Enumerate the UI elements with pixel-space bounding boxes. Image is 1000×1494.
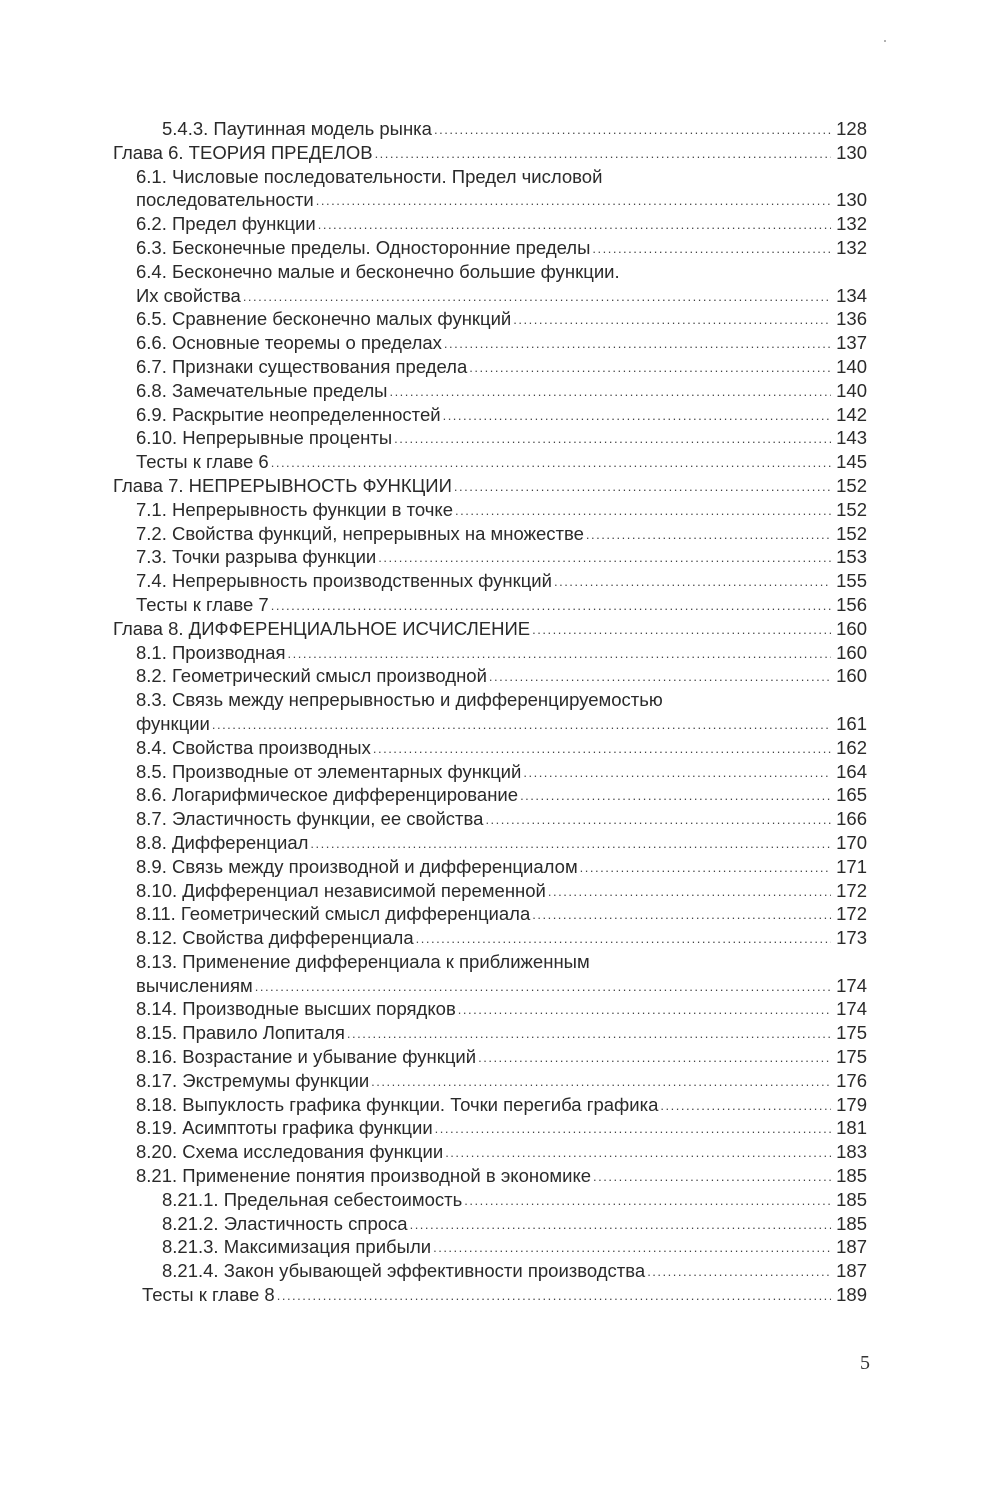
toc-page-number: 175 xyxy=(836,1046,867,1068)
toc-entry-line xyxy=(136,974,867,998)
toc-entry xyxy=(0,1116,1000,1140)
toc-entry xyxy=(0,736,1000,760)
toc-dot-leader xyxy=(435,1117,831,1141)
toc-entry-title: 8.10. Дифференциал независимой переменной xyxy=(136,879,546,901)
toc-page-number: 130 xyxy=(836,141,867,163)
toc-entry-title: 6.10. Непрерывные проценты xyxy=(136,427,393,449)
toc-page-number: 160 xyxy=(836,617,867,639)
toc-entry xyxy=(0,1140,1000,1164)
toc-entry-line xyxy=(136,307,867,331)
toc-entry xyxy=(0,1045,1000,1069)
toc-page-number: 174 xyxy=(836,974,867,996)
toc-entry xyxy=(0,212,1000,236)
toc-entry-line xyxy=(136,855,867,879)
toc-entry xyxy=(0,355,1000,379)
toc-entry-title: 6.8. Замечательные пределы xyxy=(136,379,388,401)
toc-dot-leader xyxy=(445,1141,831,1165)
toc-entry-line xyxy=(136,212,867,236)
toc-entry-title: 7.1. Непрерывность функции в точке xyxy=(136,498,453,520)
toc-dot-leader xyxy=(593,1165,831,1189)
toc-entry xyxy=(0,284,1000,308)
toc-entry xyxy=(0,117,1000,141)
toc-dot-leader xyxy=(212,713,831,737)
toc-entry xyxy=(0,379,1000,403)
toc-entry-line xyxy=(113,474,867,498)
toc-dot-leader xyxy=(513,308,831,332)
toc-page-number: 130 xyxy=(836,189,867,211)
toc-dot-leader xyxy=(318,213,831,237)
toc-entry-line xyxy=(113,617,867,641)
toc-dot-leader xyxy=(532,618,831,642)
toc-entry-line xyxy=(136,545,867,569)
toc-dot-leader xyxy=(389,380,831,404)
toc-entry xyxy=(0,1021,1000,1045)
toc-page-number: 128 xyxy=(836,118,867,139)
toc-dot-leader xyxy=(586,523,831,547)
toc-dot-leader xyxy=(433,1236,831,1260)
toc-entry-line xyxy=(136,450,867,474)
toc-entry-title: Глава 7. НЕПРЕРЫВНОСТЬ ФУНКЦИИ xyxy=(113,474,452,496)
toc-entry xyxy=(0,331,1000,355)
toc-entry xyxy=(0,450,1000,474)
toc-dot-leader xyxy=(444,332,831,356)
toc-entry-line xyxy=(136,260,867,284)
toc-dot-leader xyxy=(271,451,831,475)
toc-page-number: 181 xyxy=(836,1117,867,1139)
toc-entry-title: 8.11. Геометрический смысл дифференциала xyxy=(136,903,531,925)
toc-page-number: 156 xyxy=(836,593,867,615)
toc-dot-leader xyxy=(271,594,831,618)
toc-entry xyxy=(0,426,1000,450)
toc-dot-leader xyxy=(375,142,831,166)
toc-page-number: 140 xyxy=(836,379,867,401)
toc-dot-leader xyxy=(489,665,831,689)
toc-page-number: 132 xyxy=(836,236,867,258)
toc-entry xyxy=(0,1283,1000,1307)
toc-entry-line xyxy=(136,188,867,212)
toc-dot-leader xyxy=(347,1022,831,1046)
toc-dot-leader xyxy=(371,1070,831,1094)
toc-entry xyxy=(0,760,1000,784)
toc-entry-title: 8.7. Эластичность функции, ее свойства xyxy=(136,808,484,830)
toc-page-number: 134 xyxy=(836,284,867,306)
toc-entry xyxy=(0,307,1000,331)
toc-page-number: 172 xyxy=(836,879,867,901)
toc-entry-line xyxy=(162,117,867,141)
toc-dot-leader xyxy=(455,499,831,523)
toc-entry-line xyxy=(136,522,867,546)
toc-dot-leader xyxy=(647,1260,831,1284)
toc-entry-line xyxy=(136,902,867,926)
toc-dot-leader xyxy=(548,880,831,904)
toc-dot-leader xyxy=(454,475,831,499)
toc-entry-line xyxy=(136,760,867,784)
toc-dot-leader xyxy=(255,975,831,999)
toc-entry-title: 8.18. Выпуклость графика функции. Точки перегиба графика xyxy=(136,1093,659,1115)
toc-dot-leader xyxy=(443,404,831,428)
toc-entry-title: Глава 8. ДИФФЕРЕНЦИАЛЬНОЕ ИСЧИСЛЕНИЕ xyxy=(113,617,531,639)
toc-entry-line xyxy=(136,641,867,665)
toc-entry-line xyxy=(136,1140,867,1164)
toc-entry-line xyxy=(136,950,867,974)
toc-entry-title: 8.5. Производные от элементарных функций xyxy=(136,760,522,782)
toc-entry xyxy=(0,188,1000,212)
toc-entry xyxy=(0,950,1000,974)
toc-entry-line xyxy=(136,736,867,760)
toc-entry-title: 6.4. Бесконечно малые и бесконечно большие функции. xyxy=(136,260,620,282)
toc-entry-title: Глава 6. ТЕОРИЯ ПРЕДЕЛОВ xyxy=(113,141,373,163)
toc-entry-line xyxy=(136,236,867,260)
toc-dot-leader xyxy=(277,1284,831,1308)
toc-page-number: 171 xyxy=(836,855,867,877)
toc-entry-line xyxy=(136,879,867,903)
toc-dot-leader xyxy=(373,737,831,761)
toc-entry xyxy=(0,664,1000,688)
toc-entry xyxy=(0,593,1000,617)
toc-entry-line xyxy=(136,569,867,593)
toc-entry xyxy=(0,879,1000,903)
toc-page-number: 170 xyxy=(836,831,867,853)
toc-entry-line xyxy=(162,1212,867,1236)
toc-entry-title: 8.13. Применение дифференциала к приближенным xyxy=(136,950,590,972)
scan-speck xyxy=(884,40,886,42)
toc-entry-title: 8.21.1. Предельная себестоимость xyxy=(162,1188,463,1210)
toc-page-number: 143 xyxy=(836,427,867,449)
toc-page-number: 189 xyxy=(836,1284,867,1306)
toc-dot-leader xyxy=(580,856,831,880)
toc-entry xyxy=(0,522,1000,546)
toc-dot-leader xyxy=(523,761,831,785)
toc-page-number: 185 xyxy=(836,1212,867,1234)
toc-entry-title: 8.19. Асимптоты графика функции xyxy=(136,1117,433,1139)
toc-entry-title: 8.21.2. Эластичность спроса xyxy=(162,1212,408,1234)
toc-entry-title: 7.2. Свойства функций, непрерывных на множестве xyxy=(136,522,584,544)
toc-page-number: 176 xyxy=(836,1069,867,1091)
toc-entry-line xyxy=(136,498,867,522)
toc-entry xyxy=(0,1093,1000,1117)
toc-entry-line xyxy=(136,593,867,617)
toc-entry xyxy=(0,569,1000,593)
toc-entry-title: 8.2. Геометрический смысл производной xyxy=(136,665,487,687)
toc-entry-title: 8.9. Связь между производной и дифференциалом xyxy=(136,855,578,877)
toc-entry-title: 6.9. Раскрытие неопределенностей xyxy=(136,403,441,425)
toc-entry-title: последовательности xyxy=(136,189,314,211)
toc-entry-title: Тесты к главе 6 xyxy=(136,451,269,473)
toc-dot-leader xyxy=(434,118,831,142)
toc-entry-line xyxy=(136,926,867,950)
toc-entry-title: 8.6. Логарифмическое дифференцирование xyxy=(136,784,519,806)
toc-entry-line xyxy=(136,426,867,450)
toc-page-number: 153 xyxy=(836,546,867,568)
toc-entry-title: 8.15. Правило Лопиталя xyxy=(136,1022,345,1044)
toc-entry-title: 8.17. Экстремумы функции xyxy=(136,1069,370,1091)
toc-dot-leader xyxy=(592,237,831,261)
toc-entry-line xyxy=(136,1164,867,1188)
toc-entry xyxy=(0,712,1000,736)
toc-dot-leader xyxy=(316,189,831,213)
toc-entry-line xyxy=(136,997,867,1021)
toc-entry-line xyxy=(136,664,867,688)
toc-entry xyxy=(0,1212,1000,1236)
toc-page-number: 185 xyxy=(836,1188,867,1210)
toc-entry xyxy=(0,997,1000,1021)
toc-chapter-entry xyxy=(0,141,1000,165)
toc-page-number: 166 xyxy=(836,808,867,830)
toc-entry-line xyxy=(113,141,867,165)
toc-entry xyxy=(0,1259,1000,1283)
toc-entry-title: 8.8. Дифференциал xyxy=(136,831,309,853)
toc-page-number: 165 xyxy=(836,784,867,806)
toc-entry-title: 8.14. Производные высших порядков xyxy=(136,998,456,1020)
toc-dot-leader xyxy=(485,808,831,832)
toc-dot-leader xyxy=(554,570,831,594)
toc-page-number: 155 xyxy=(836,570,867,592)
toc-page-number: 132 xyxy=(836,213,867,235)
toc-entry xyxy=(0,236,1000,260)
toc-entry-title: Тесты к главе 7 xyxy=(136,593,269,615)
toc-dot-leader xyxy=(288,642,831,666)
toc-entry-title: 8.3. Связь между непрерывностью и дифференцируемостью xyxy=(136,689,663,711)
toc-entry-line xyxy=(136,712,867,736)
toc-entry-line xyxy=(136,403,867,427)
toc-page-number: 152 xyxy=(836,498,867,520)
toc-entry-title: 8.1. Производная xyxy=(136,641,286,663)
toc-entry-title: 8.16. Возрастание и убывание функций xyxy=(136,1046,477,1068)
toc-entry xyxy=(0,1188,1000,1212)
toc-dot-leader xyxy=(660,1094,831,1118)
toc-entry-line xyxy=(136,165,867,189)
toc-dot-leader xyxy=(310,832,831,856)
toc-page-number: 164 xyxy=(836,760,867,782)
toc-entry xyxy=(0,783,1000,807)
toc-dot-leader xyxy=(532,903,831,927)
toc-dot-leader xyxy=(478,1046,831,1070)
toc-dot-leader xyxy=(378,546,831,570)
toc-page-number: 162 xyxy=(836,736,867,758)
toc-entry-title: 8.21. Применение понятия производной в экономике xyxy=(136,1165,592,1187)
toc-entry-line xyxy=(142,1283,867,1307)
toc-entry xyxy=(0,545,1000,569)
toc-entry-title: Их свойства xyxy=(136,284,241,306)
toc-page-number: 145 xyxy=(836,451,867,473)
toc-entry-line xyxy=(136,355,867,379)
toc-entry-line xyxy=(162,1188,867,1212)
toc-entry xyxy=(0,1164,1000,1188)
toc-page-number: 173 xyxy=(836,927,867,949)
toc-entry xyxy=(0,498,1000,522)
toc-entry-line xyxy=(162,1235,867,1259)
toc-dot-leader xyxy=(458,998,831,1022)
toc-dot-leader xyxy=(469,356,831,380)
toc-entry-line xyxy=(162,1259,867,1283)
page-number: 5 xyxy=(860,1352,870,1374)
toc-entry xyxy=(0,831,1000,855)
toc-entry-title: 6.3. Бесконечные пределы. Односторонние пределы xyxy=(136,236,591,258)
toc-page-number: 187 xyxy=(836,1236,867,1258)
toc-entry-title: 8.4. Свойства производных xyxy=(136,736,371,758)
toc-entry-title: 7.4. Непрерывность производственных функций xyxy=(136,570,552,592)
toc-entry-line xyxy=(136,807,867,831)
toc-dot-leader xyxy=(243,285,831,309)
toc-entry xyxy=(0,1235,1000,1259)
toc-entry-title: функции xyxy=(136,712,210,734)
toc-entry-title: вычислениям xyxy=(136,974,253,996)
toc-entry xyxy=(0,902,1000,926)
toc-page-number: 136 xyxy=(836,308,867,330)
toc-entry-line xyxy=(136,1116,867,1140)
toc-page-number: 172 xyxy=(836,903,867,925)
toc-entry-title: Тесты к главе 8 xyxy=(142,1284,275,1306)
toc-entry-title: 6.2. Предел функции xyxy=(136,213,316,235)
toc-entry xyxy=(0,926,1000,950)
toc-entry-title: 5.4.3. Паутинная модель рынка xyxy=(162,118,432,139)
toc-page-number: 152 xyxy=(836,474,867,496)
toc-entry-line xyxy=(136,1093,867,1117)
toc-entry xyxy=(0,974,1000,998)
toc-page-number: 152 xyxy=(836,522,867,544)
toc-chapter-entry xyxy=(0,474,1000,498)
toc-entry-line xyxy=(136,331,867,355)
toc-page-number: 187 xyxy=(836,1260,867,1282)
toc-page-number: 142 xyxy=(836,403,867,425)
toc-entry-line xyxy=(136,1045,867,1069)
toc-entry xyxy=(0,641,1000,665)
toc-page-number: 137 xyxy=(836,332,867,354)
toc-page-number: 161 xyxy=(836,712,867,734)
toc-entry-title: 6.1. Числовые последовательности. Предел числовой xyxy=(136,165,603,187)
toc-entry-line xyxy=(136,379,867,403)
toc-entry-title: 8.20. Схема исследования функции xyxy=(136,1141,444,1163)
toc-dot-leader xyxy=(394,427,831,451)
toc-page-number: 174 xyxy=(836,998,867,1020)
toc-dot-leader xyxy=(410,1213,831,1237)
toc-entry xyxy=(0,807,1000,831)
toc-entry xyxy=(0,403,1000,427)
toc-entry-line xyxy=(136,1069,867,1093)
toc-page-number: 179 xyxy=(836,1093,867,1115)
toc-chapter-entry xyxy=(0,617,1000,641)
toc-dot-leader xyxy=(416,927,831,951)
toc-entry xyxy=(0,1069,1000,1093)
toc-page-number: 140 xyxy=(836,355,867,377)
toc-entry-line xyxy=(136,1021,867,1045)
toc-entry-title: 7.3. Точки разрыва функции xyxy=(136,546,377,568)
toc-entry xyxy=(0,855,1000,879)
toc-entry-title: 8.12. Свойства дифференциала xyxy=(136,927,414,949)
toc-entry-line xyxy=(136,783,867,807)
toc-entry-title: 6.5. Сравнение бесконечно малых функций xyxy=(136,308,512,330)
toc-entry-line xyxy=(136,284,867,308)
toc-entry xyxy=(0,165,1000,189)
toc-dot-leader xyxy=(464,1189,831,1213)
toc-page-number: 185 xyxy=(836,1165,867,1187)
toc-entry xyxy=(0,688,1000,712)
toc-entry-title: 8.21.4. Закон убывающей эффективности производства xyxy=(162,1260,646,1282)
toc-dot-leader xyxy=(520,784,831,808)
toc-entry xyxy=(0,260,1000,284)
toc-entry-title: 6.6. Основные теоремы о пределах xyxy=(136,332,442,354)
toc-page-number: 183 xyxy=(836,1141,867,1163)
toc-entry-title: 6.7. Признаки существования предела xyxy=(136,355,468,377)
toc-page-number: 175 xyxy=(836,1022,867,1044)
toc-entry-title: 8.21.3. Максимизация прибыли xyxy=(162,1236,432,1258)
toc-page-number: 160 xyxy=(836,665,867,687)
toc-entry-line xyxy=(136,831,867,855)
toc-entry-line xyxy=(136,688,867,712)
table-of-contents xyxy=(0,117,1000,1307)
toc-page-number: 160 xyxy=(836,641,867,663)
